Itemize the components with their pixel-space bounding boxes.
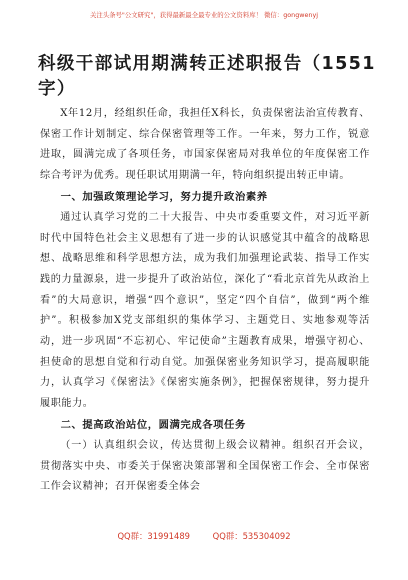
section-heading-1: 一、加强政策理论学习，努力提升政治素养 [60, 190, 268, 203]
footer-contacts [0, 530, 408, 542]
intro-paragraph: X年12月，经组织任命，我担任X科长，负责保密法治宣传教育、保密工作计划制定、综合保密管理等工作。一年来，努力工作，锐意进取，圆满完成了各项任务，市国家保密局对我单位的年度保密工作综合考评为优秀。现任职试用期满一年，特向组织提出转正申请。 [40, 108, 370, 182]
section-2-paragraph: （一）认真组织会议，传达贯彻上级会议精神。组织召开会议，贯彻落实中央、市委关于保密决策部署和全国保密工作会、全市保密工作会议精神；召开保密委全体会 [40, 439, 370, 493]
document-body [40, 104, 370, 498]
footer-qq-group-2: QQ群：535304092 [212, 531, 291, 541]
section-1-paragraph: 通过认真学习党的二十大报告、中央市委重要文件，对习近平新时代中国特色社会主义思想有了进一步的认识感觉其中蕴含的战略思想、战略思维和科学思想方法，成为我们加强理论武装、指导工作实践的力量源泉，进一步提升了政治站位，深化了“看北京首先从政治上看”的大局意识，增强“四个意识”，坚定“四个自信”，做到“两个维护”。积极参加X党支部组织的集体学习、主题党日、实地参观等活动，进一步巩固“不忘初心、牢记使命”主题教育成果，增强守初心、担使命的思想自觉和行动自觉。加强保密业务知识学习，提高履职能力，认真学习《保密法》《保密实施条例》，把握保密规律，努力提升履职能力。 [40, 211, 370, 410]
footer-qq-group-1: QQ群：31991489 [117, 531, 190, 541]
top-banner: 关注头条号"公文研究"，获得最新最全最专业的公文资料库！ 微信：gongwenyj [89, 11, 319, 19]
page-title: 科级干部试用期满转正述职报告（1551字） [38, 54, 376, 99]
section-heading-2: 二、提高政治站位，圆满完成各项任务 [60, 418, 246, 431]
